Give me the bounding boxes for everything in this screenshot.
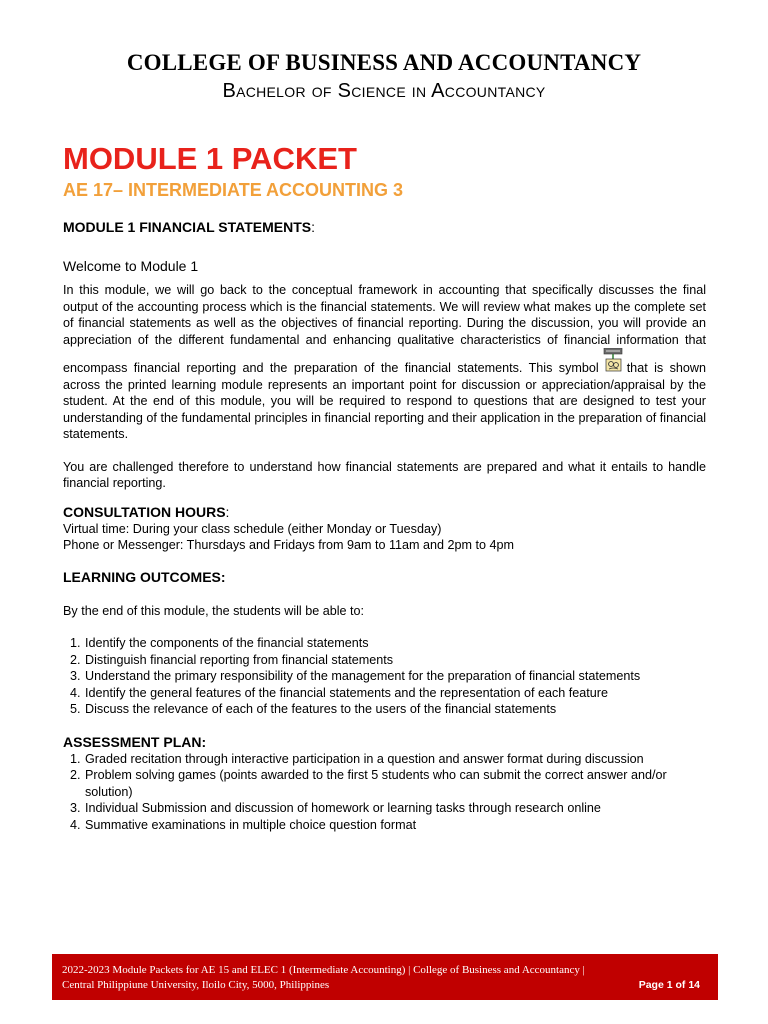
outcomes-lead: By the end of this module, the students will be able to: [63, 603, 365, 618]
assessment-list [63, 751, 706, 834]
module-heading [63, 218, 706, 236]
program-name: Bachelor of Science in Accountancy [222, 80, 546, 102]
list-item: 4. Summative examinations in multiple choice question format [84, 817, 706, 834]
page-footer [52, 954, 718, 1000]
footer-line-1: 2022-2023 Module Packets for AE 15 and ELEC 1 (Intermediate Accounting) | College of Business and Accountancy | [62, 964, 585, 976]
module-heading-text: MODULE 1 FINANCIAL STATEMENTS [63, 219, 312, 235]
intro-text-before-icon: In this module, we will go back to the conceptual framework in accounting that specifically discusses the final output of the accounting process which is the financial statements. We will review what makes up the complete set of financial statements as well as the objectives of financial reporting. During the discussion, you will provide an appreciation of the different fundamental and enhancing qualitative characteristics of financial information that encompass financial reporting and the preparation of the financial statements. This symbol [63, 283, 706, 375]
consultation-heading-colon: : [225, 503, 230, 520]
consultation-heading-text: CONSULTATION HOURS [63, 503, 226, 520]
document-body [63, 140, 706, 833]
module-heading-colon: : [311, 219, 316, 235]
module-title: MODULE 1 PACKET [63, 141, 357, 176]
list-item: 4. Identify the general features of the financial statements and the representation of each feature [84, 685, 706, 702]
outcomes-list [63, 635, 706, 718]
outcomes-heading: LEARNING OUTCOMES: [63, 568, 226, 585]
discussion-symbol-icon [603, 348, 623, 374]
list-item: 1. Identify the components of the financial statements [84, 635, 706, 652]
intro-text-after-icon: that is shown across the printed learning module represents an important point for discussion or appreciation/appraisal by the student. At the end of this module, you will be required to respond to questions that are designed to test your understanding of the fundamental principles in financial reporting and their application in the preparation of financial statements. [63, 361, 706, 441]
page-number: Page 1 of 14 [638, 979, 700, 991]
consultation-heading [63, 503, 706, 521]
consultation-virtual: Virtual time: During your class schedule (either Monday or Tuesday) [63, 521, 442, 536]
footer-line-2: Central Philippiune University, Iloilo City, 5000, Philippines [62, 979, 330, 991]
welcome-text: Welcome to Module 1 [63, 258, 199, 274]
list-item: 5. Discuss the relevance of each of the features to the users of the financial statements [84, 701, 706, 718]
list-item: 3. Individual Submission and discussion of homework or learning tasks through research online [84, 800, 706, 817]
college-name: COLLEGE OF BUSINESS AND ACCOUNTANCY [126, 50, 642, 75]
document-header [0, 50, 768, 103]
list-item: 1. Graded recitation through interactive participation in a question and answer format during discussion [84, 751, 706, 768]
course-title: AE 17– INTERMEDIATE ACCOUNTING 3 [63, 180, 404, 200]
list-item: 2. Distinguish financial reporting from financial statements [84, 652, 706, 669]
list-item: 2. Problem solving games (points awarded to the first 5 students who can submit the correct answer and/or solution) [84, 767, 706, 800]
list-item: 3. Understand the primary responsibility of the management for the preparation of financial statements [84, 668, 706, 685]
intro-paragraph [63, 282, 706, 443]
assessment-heading: ASSESSMENT PLAN: [63, 733, 207, 750]
challenge-paragraph: You are challenged therefore to understand how financial statements are prepared and what it entails to handle financial reporting. [63, 459, 706, 490]
consultation-phone: Phone or Messenger: Thursdays and Fridays from 9am to 11am and 2pm to 4pm [63, 538, 515, 552]
